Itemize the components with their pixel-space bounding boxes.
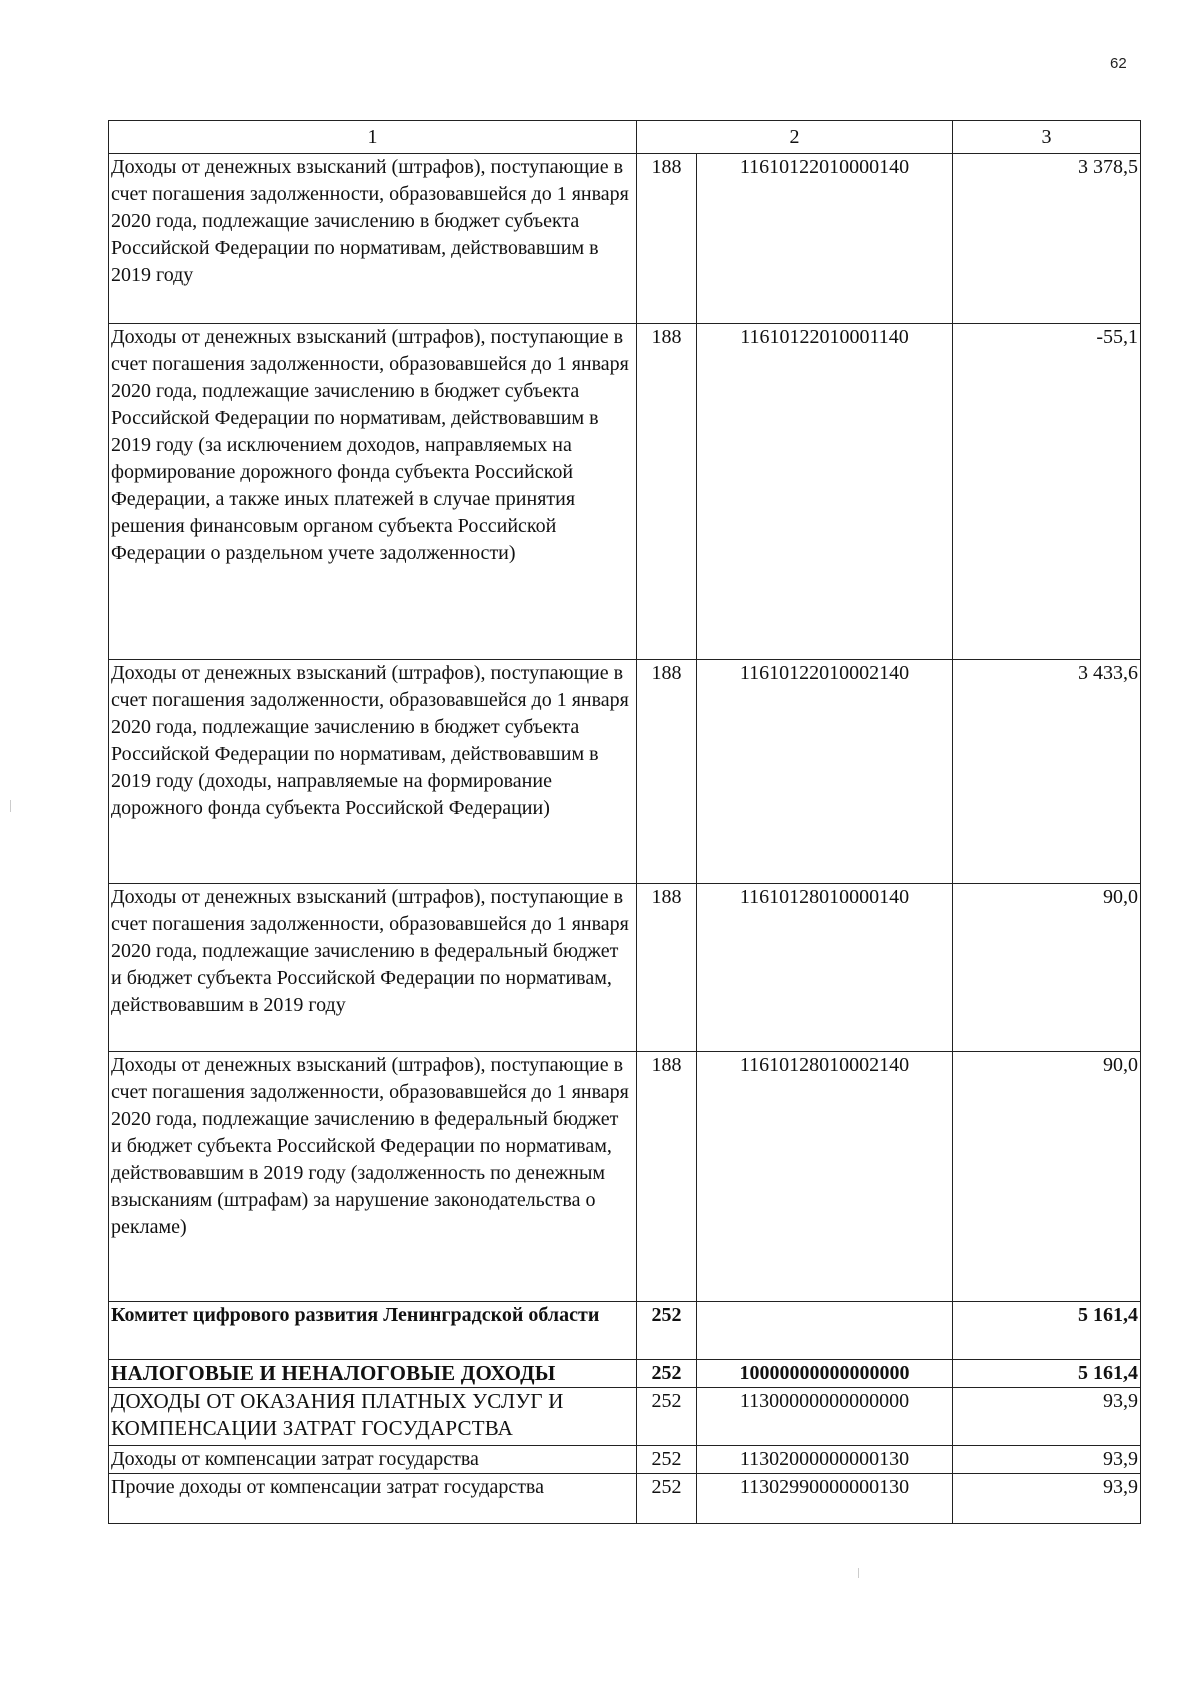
table-row-committee	[109, 1302, 1141, 1360]
row-admin-code: 252	[637, 1302, 697, 1360]
row-name: Доходы от денежных взысканий (штрафов), поступающие в счет погашения задолженности, образовавшейся до 1 января 2020 года, подлежащие зачислению в бюджет субъекта Российской Федерации по нормативам, действовавшим в 2019 году (за исключением доходов, направляемых на формирование дорожного фонда субъекта Российской Федерации, а также иных платежей в случае принятия решения финансовым органом субъекта Российской Федерации о раздельном учете задолженности)	[109, 324, 637, 660]
header-col-3: 3	[953, 121, 1141, 154]
row-sum: 93,9	[953, 1474, 1141, 1524]
row-admin-code: 188	[637, 154, 697, 324]
row-sum: 90,0	[953, 1052, 1141, 1302]
table-row	[109, 660, 1141, 884]
row-sum: 3 433,6	[953, 660, 1141, 884]
row-kbk-code: 11610122010002140	[697, 660, 953, 884]
row-sum: 5 161,4	[953, 1360, 1141, 1388]
table-row-section	[109, 1388, 1141, 1446]
row-sum: 93,9	[953, 1446, 1141, 1474]
row-kbk-code: 11610128010000140	[697, 884, 953, 1052]
row-name: ДОХОДЫ ОТ ОКАЗАНИЯ ПЛАТНЫХ УСЛУГ И КОМПЕНСАЦИИ ЗАТРАТ ГОСУДАРСТВА	[109, 1388, 637, 1446]
row-kbk-code: 11302000000000130	[697, 1446, 953, 1474]
row-admin-code: 252	[637, 1388, 697, 1446]
table-row	[109, 154, 1141, 324]
row-admin-code: 188	[637, 1052, 697, 1302]
revenue-table	[108, 120, 1141, 1524]
row-name: Доходы от денежных взысканий (штрафов), поступающие в счет погашения задолженности, образовавшейся до 1 января 2020 года, подлежащие зачислению в федеральный бюджет и бюджет субъекта Российской Федерации по нормативам, действовавшим в 2019 году	[109, 884, 637, 1052]
row-name: Доходы от денежных взысканий (штрафов), поступающие в счет погашения задолженности, образовавшейся до 1 января 2020 года, подлежащие зачислению в бюджет субъекта Российской Федерации по нормативам, действовавшим в 2019 году (доходы, направляемые на формирование дорожного фонда субъекта Российской Федерации)	[109, 660, 637, 884]
row-kbk-code: 11610122010001140	[697, 324, 953, 660]
row-name: Прочие доходы от компенсации затрат государства	[109, 1474, 637, 1524]
row-sum: 3 378,5	[953, 154, 1141, 324]
row-kbk-code: 11610122010000140	[697, 154, 953, 324]
row-sum: 93,9	[953, 1388, 1141, 1446]
table-row	[109, 884, 1141, 1052]
row-admin-code: 188	[637, 884, 697, 1052]
row-kbk-code: 11302990000000130	[697, 1474, 953, 1524]
header-col-1: 1	[109, 121, 637, 154]
row-admin-code: 252	[637, 1474, 697, 1524]
row-kbk-code	[697, 1302, 953, 1360]
row-kbk-code: 11610128010002140	[697, 1052, 953, 1302]
table-row	[109, 1446, 1141, 1474]
table-header-row	[109, 121, 1141, 154]
row-admin-code: 252	[637, 1360, 697, 1388]
row-name: Комитет цифрового развития Ленинградской области	[109, 1302, 637, 1360]
header-col-2: 2	[637, 121, 953, 154]
table-row	[109, 324, 1141, 660]
row-admin-code: 252	[637, 1446, 697, 1474]
table-row	[109, 1052, 1141, 1302]
row-admin-code: 188	[637, 660, 697, 884]
row-kbk-code: 10000000000000000	[697, 1360, 953, 1388]
row-sum: -55,1	[953, 324, 1141, 660]
row-sum: 5 161,4	[953, 1302, 1141, 1360]
row-name: Доходы от денежных взысканий (штрафов), поступающие в счет погашения задолженности, образовавшейся до 1 января 2020 года, подлежащие зачислению в бюджет субъекта Российской Федерации по нормативам, действовавшим в 2019 году	[109, 154, 637, 324]
table-row	[109, 1474, 1141, 1524]
row-admin-code: 188	[637, 324, 697, 660]
row-kbk-code: 11300000000000000	[697, 1388, 953, 1446]
row-sum: 90,0	[953, 884, 1141, 1052]
page-number: 62	[1110, 55, 1127, 72]
row-name: Доходы от компенсации затрат государства	[109, 1446, 637, 1474]
scan-mark	[10, 800, 11, 812]
row-name: НАЛОГОВЫЕ И НЕНАЛОГОВЫЕ ДОХОДЫ	[109, 1360, 637, 1388]
table-row-section	[109, 1360, 1141, 1388]
scan-mark	[858, 1568, 859, 1578]
row-name: Доходы от денежных взысканий (штрафов), поступающие в счет погашения задолженности, образовавшейся до 1 января 2020 года, подлежащие зачислению в федеральный бюджет и бюджет субъекта Российской Федерации по нормативам, действовавшим в 2019 году (задолженность по денежным взысканиям (штрафам) за нарушение законодательства о рекламе)	[109, 1052, 637, 1302]
